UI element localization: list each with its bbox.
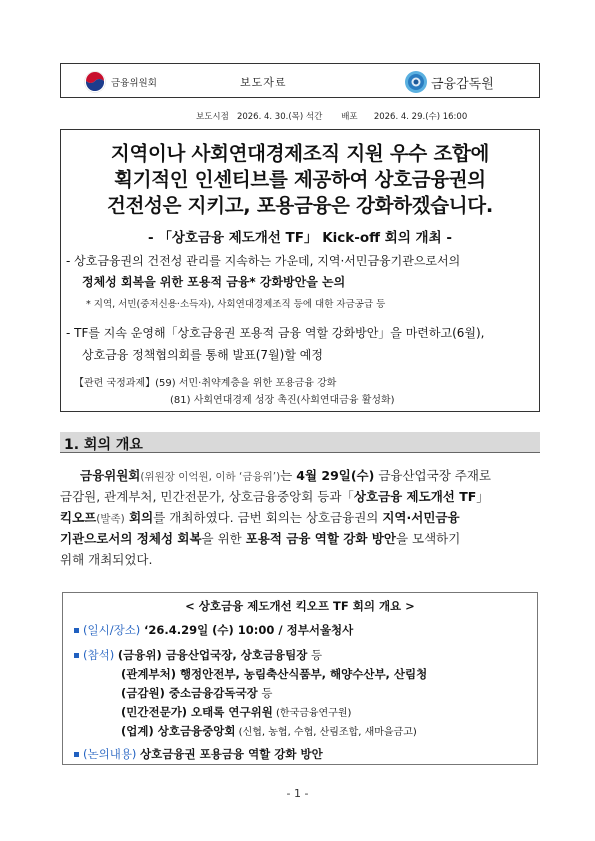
- para-text: 」: [476, 489, 489, 504]
- para-subject-note: (위원장 이억원, 이하 ‘금융위’): [140, 471, 281, 483]
- page-number: - 1 -: [286, 787, 309, 800]
- overview-attendee-row: [74, 647, 322, 663]
- para-text: 금융산업국장 주재로: [374, 468, 491, 483]
- para-emphasis: 지역·서민금융: [382, 510, 460, 525]
- agenda-line-1: 【관련 국정과제】(59) 서민·취약계층을 위한 포용금융 강화: [74, 378, 337, 389]
- para-text: 을 위한: [201, 531, 246, 546]
- paragraph-line-4: [60, 528, 540, 549]
- overview-date-value: ‘26.4.29일 (수) 10:00 / 정부서울청사: [143, 623, 354, 637]
- attendee-expert-org: (한국금융연구원): [272, 708, 352, 719]
- overview-title: < 상호금융 제도개선 킥오프 TF 회의 개요 >: [185, 599, 415, 613]
- fss-logo-icon: [404, 70, 428, 94]
- overview-topic-value: 상호금융권 포용금융 역할 강화 방안: [140, 747, 323, 761]
- paragraph-line-3: [60, 507, 540, 530]
- overview-topic-row: [74, 746, 323, 762]
- overview-attendee-label: (참석): [83, 648, 115, 662]
- bullet-square-icon: [74, 752, 79, 757]
- headline-line-1: 지역이나 사회연대경제조직 지원 우수 조합에: [110, 142, 490, 165]
- org-right-name: 금융감독원: [431, 77, 494, 92]
- headline-subtitle: - 「상호금융 제도개선 TF」 Kick-off 회의 개최 -: [148, 230, 452, 246]
- attendee-industry-orgs: (신협, 농협, 수협, 산림조합, 새마을금고): [235, 727, 417, 738]
- attendee-fss-row: [121, 685, 272, 701]
- para-text: 을 모색하기: [395, 531, 461, 546]
- attendee-suffix: 등: [307, 648, 323, 662]
- para-kickoff-note: (발족): [96, 513, 125, 525]
- para-text: 는: [280, 468, 297, 483]
- para-text: 금감원, 관계부처, 민간전문가, 상호금융중앙회 등과「: [60, 489, 354, 504]
- attendee-suffix: 등: [257, 686, 273, 700]
- attendee-industry: (업계) 상호금융중앙회: [121, 724, 236, 738]
- paragraph-line-1: [80, 465, 560, 488]
- headline-line-2: 획기적인 인센티브를 제공하여 상호금융권의: [114, 168, 486, 191]
- fsc-logo-icon: [84, 71, 106, 93]
- summary-bullet-1-line-2: 정체성 회복을 위한 포용적 금융* 강화방안을 논의: [82, 275, 346, 289]
- attendee-ministries: (관계부처) 행정안전부, 농림축산식품부, 해양수산부, 산림청: [121, 667, 428, 681]
- attendee-expert: (민간전문가) 오태록 연구위원: [121, 705, 273, 719]
- para-meeting: 회의: [124, 510, 154, 525]
- summary-bullet-2-line-1: - TF를 지속 운영해「상호금융권 포용적 금융 역할 강화방안」을 마련하고(6월),: [66, 326, 485, 340]
- para-subject: 금융위원회: [80, 468, 141, 483]
- attendee-fss: (금감원) 중소금융감독국장: [121, 686, 258, 700]
- org-left-name: 금융위원회: [111, 78, 157, 89]
- summary-note: * 지역, 서민(중저신용·소득자), 사회연대경제조직 등에 대한 자금공급 등: [86, 299, 386, 310]
- overview-date-row: [74, 622, 353, 638]
- para-tf-name: 상호금융 제도개선 TF: [353, 489, 477, 504]
- bullet-square-icon: [74, 628, 79, 633]
- bullet-square-icon: [74, 653, 79, 658]
- press-release-label: 보도자료: [240, 76, 287, 89]
- summary-bullet-1-line-1: - 상호금융권의 건전성 관리를 지속하는 가운데, 지역·서민금융기관으로서의: [66, 254, 461, 268]
- para-date: 4월 29일(수): [296, 468, 375, 483]
- para-emphasis: 포용적 금융 역할 강화 방안: [245, 531, 396, 546]
- paragraph-line-5: 위해 개최되었다.: [60, 552, 153, 567]
- summary-bullet-2-line-2: 상호금융 정책협의회를 통해 발표(7월)할 예정: [82, 348, 323, 362]
- attendee-fsc: (금융위) 금융산업국장, 상호금융팀장: [117, 648, 308, 662]
- attendee-expert-row: [121, 704, 351, 720]
- para-text: 를 개최하였다. 금번 회의는 상호금융권의: [153, 510, 383, 525]
- headline-line-3: 건전성은 지키고, 포용금융은 강화하겠습니다.: [107, 194, 493, 217]
- section-title: 1. 회의 개요: [64, 437, 143, 453]
- para-emphasis: 기관으로서의 정체성 회복: [60, 531, 202, 546]
- attendee-industry-row: [121, 723, 417, 739]
- release-info: 보도시점 2026. 4. 30.(목) 석간 배포 2026. 4. 29.(수) 16:00: [196, 112, 468, 122]
- para-kickoff: 킥오프: [60, 510, 97, 525]
- overview-date-label: (일시/장소): [83, 623, 141, 637]
- overview-topic-label: (논의내용): [83, 747, 137, 761]
- agenda-line-2: (81) 사회연대경제 성장 촉진(사회연대금융 활성화): [170, 395, 395, 406]
- paragraph-line-2: [60, 486, 540, 507]
